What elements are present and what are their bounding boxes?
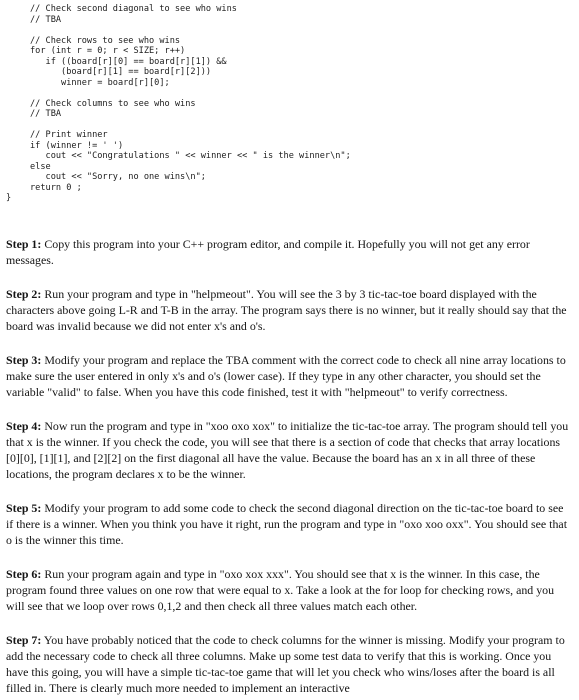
step-3 <box>6 352 572 400</box>
step-label: Step 3: <box>6 353 42 367</box>
code-line: return 0 ; <box>30 182 82 193</box>
step-label: Step 4: <box>6 419 42 433</box>
step-1 <box>6 236 572 268</box>
code-closing-brace: } <box>6 193 12 203</box>
step-text: You have probably noticed that the code to check columns for the winner is missing. Modify your program to add the necessary code to check all three columns. Make up some test data to verify that this is working. Once you have this going, you will have a simple tic-tac-toe game that will let you check who wins/loses after the board is all filled in. There is clearly much more needed to implement an interactive <box>6 633 565 695</box>
step-label: Step 7: <box>6 633 42 647</box>
code-line: cout << "Sorry, no one wins\n"; <box>30 172 206 182</box>
step-label: Step 5: <box>6 501 42 515</box>
code-line: // Check second diagonal to see who wins <box>30 4 237 14</box>
code-line: // TBA <box>30 109 62 119</box>
code-line <box>30 25 570 36</box>
step-label: Step 1: <box>6 237 42 251</box>
step-2 <box>6 286 572 334</box>
step-text: Now run the program and type in "xoo oxo xox" to initialize the tic-tac-toe array. The program should tell you that x is the winner. If you check the code, you will see that there is a section of code that checks that array locations [0][0], [1][1], and [2][2] on the first diagonal all have the value. Because the board has an x in all three of these locations, the program declares x to be the winner. <box>6 419 569 481</box>
code-listing <box>6 4 570 204</box>
instructions <box>6 236 572 700</box>
step-label: Step 2: <box>6 287 42 301</box>
step-text: Run your program again and type in "oxo xox xxx". You should see that x is the winner. In this case, the program found three values on one row that were equal to x. Take a look at the for loop for checking rows, and you will see that we loop over rows 0,1,2 and then check all three values match each other. <box>6 567 555 613</box>
step-text: Run your program and type in "helpmeout". You will see the 3 by 3 tic-tac-toe board displayed with the characters above going L-R and T-B in the array. The program says there is no winner, but it really should say that the board was invalid because we did not enter x's and o's. <box>6 287 567 333</box>
step-text: Modify your program and replace the TBA comment with the correct code to check all nine array locations to make sure the user entered in only x's and o's (lower case). If they type in any other character, you should set the variable "valid" to false. When you have this code finished, test it with "helpmeout" to verify correctness. <box>6 353 566 399</box>
step-5 <box>6 500 572 548</box>
code-line: (board[r][1] == board[r][2])) <box>30 67 212 77</box>
step-4 <box>6 418 572 482</box>
code-line: // Check columns to see who wins <box>30 98 196 109</box>
code-line: if (winner != ' ') <box>30 140 124 151</box>
step-text: Modify your program to add some code to check the second diagonal direction on the tic-tac-toe board to see if there is a winner. When you think you have it right, run the program and type in "oxo xoo oxx". You should see that o is the winner this time. <box>6 501 567 547</box>
step-text: Copy this program into your C++ program editor, and compile it. Hopefully you will not get any error messages. <box>6 237 530 267</box>
code-line <box>30 120 570 131</box>
code-line: for (int r = 0; r < SIZE; r++) <box>30 46 186 56</box>
code-line: else <box>30 161 51 172</box>
step-7 <box>6 632 572 696</box>
code-line: if ((board[r][0] == board[r][1]) && <box>30 56 227 67</box>
code-line: // Check rows to see who wins <box>30 35 181 46</box>
step-label: Step 6: <box>6 567 42 581</box>
step-6 <box>6 566 572 614</box>
code-line: cout << "Congratulations " << winner << " is the winner\n"; <box>30 151 351 161</box>
code-line <box>30 88 570 99</box>
code-line: winner = board[r][0]; <box>30 77 170 88</box>
code-line: // TBA <box>30 14 62 25</box>
code-line: // Print winner <box>30 130 108 140</box>
